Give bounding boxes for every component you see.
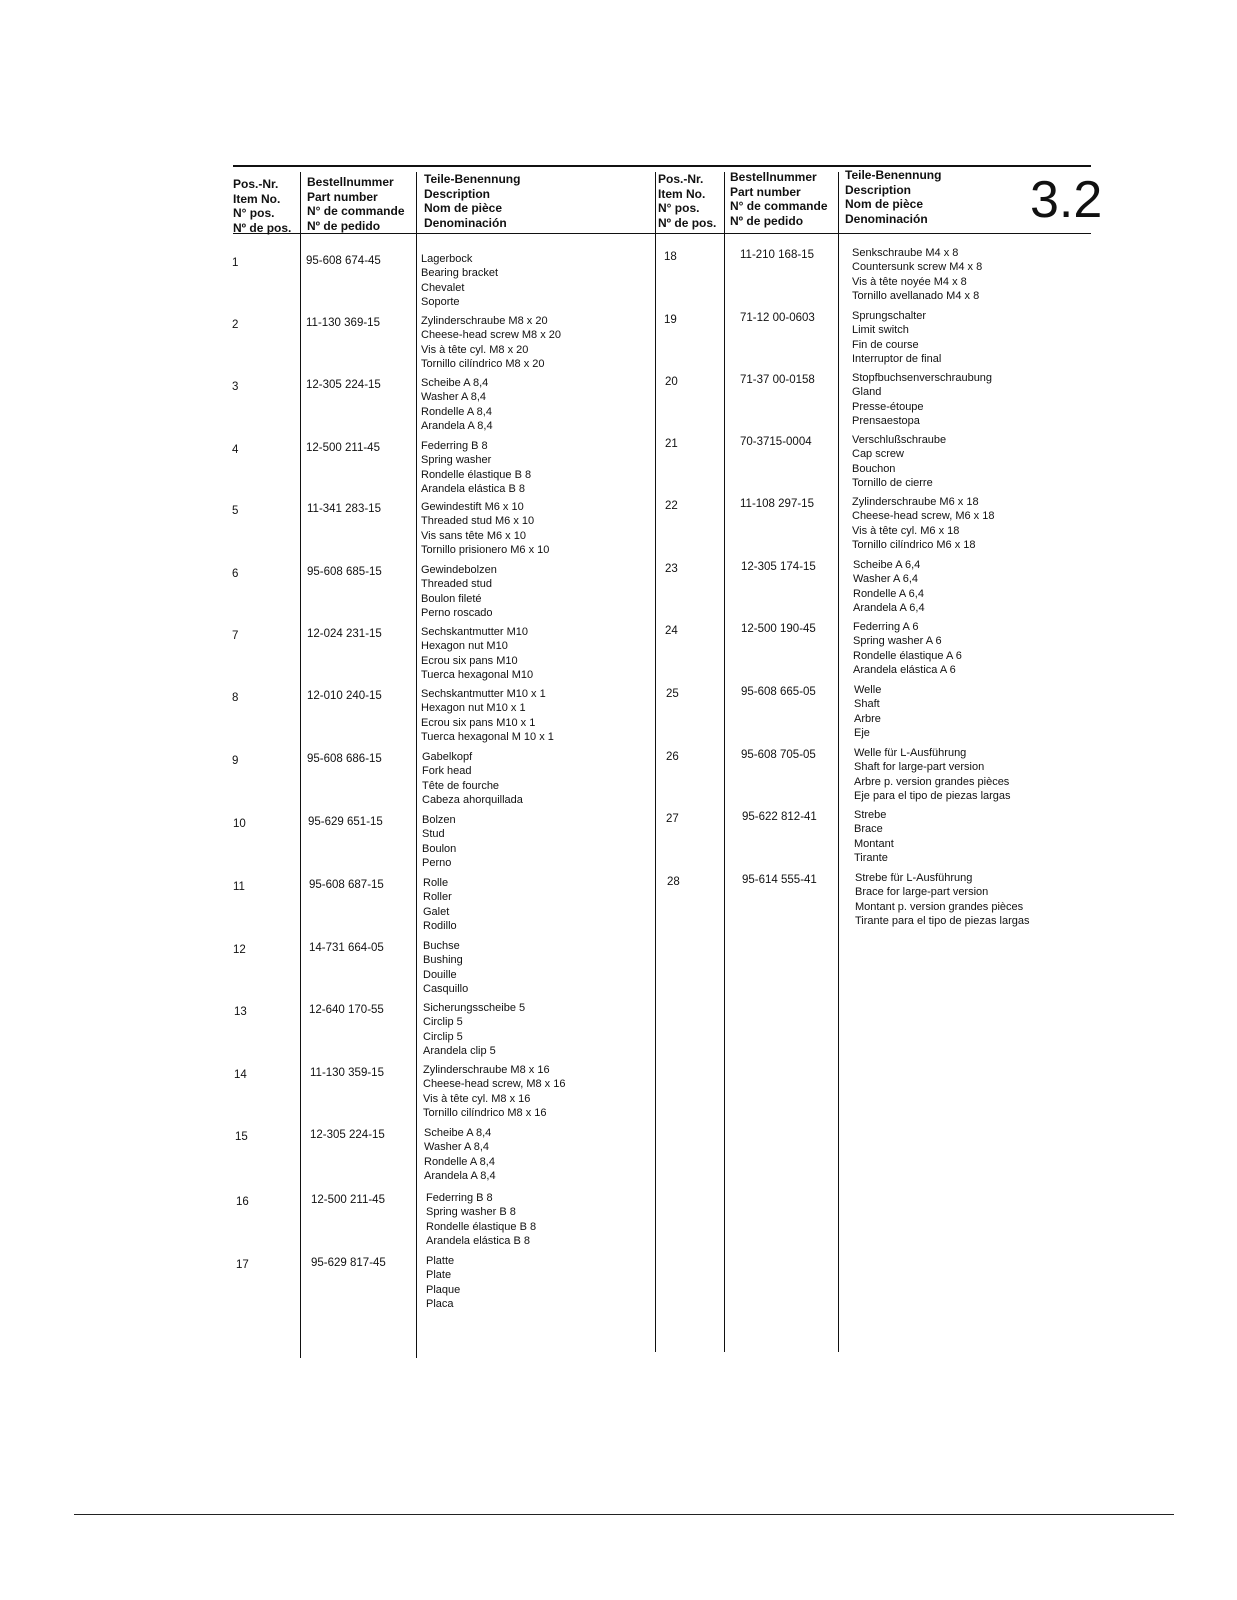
item-pos: 11 xyxy=(233,881,245,893)
item-part-number: 12-500 211-45 xyxy=(306,442,380,454)
item-part-number: 12-010 240-15 xyxy=(307,690,382,702)
item-pos: 12 xyxy=(233,944,246,956)
item-description: Gewindebolzen Threaded stud Boulon fileté Perno roscado xyxy=(421,564,497,620)
item-description: Buchse Bushing Douille Casquillo xyxy=(423,940,469,996)
item-pos: 8 xyxy=(232,692,239,704)
item-part-number: 12-305 174-15 xyxy=(741,561,816,573)
header-desc-right: Teile-Benennung Description Nom de pièce Denominación xyxy=(845,168,942,226)
item-pos: 28 xyxy=(667,876,680,888)
item-description: Strebe Brace Montant Tirante xyxy=(854,809,894,865)
item-description: Stopfbuchsenverschraubung Gland Presse-étoupe Prensaestopa xyxy=(852,372,993,428)
item-pos: 1 xyxy=(232,257,239,269)
item-part-number: 71-37 00-0158 xyxy=(740,374,815,386)
item-description: Scheibe A 8,4 Washer A 8,4 Rondelle A 8,4 Arandela A 8,4 xyxy=(424,1127,496,1183)
item-description: Platte Plate Plaque Placa xyxy=(426,1255,461,1311)
item-pos: 13 xyxy=(234,1006,247,1018)
item-pos: 21 xyxy=(665,438,678,450)
item-part-number: 11-108 297-15 xyxy=(740,498,814,510)
item-part-number: 71-12 00-0603 xyxy=(740,312,815,324)
item-description: Zylinderschraube M6 x 18 Cheese-head screw, M6 x 18 Vis à tête cyl. M6 x 18 Tornillo cilíndrico M6 x 18 xyxy=(852,496,995,552)
item-pos: 6 xyxy=(232,568,239,580)
column-divider xyxy=(838,172,839,1352)
item-part-number: 11-210 168-15 xyxy=(740,249,814,261)
item-pos: 20 xyxy=(665,376,678,388)
item-part-number: 95-629 651-15 xyxy=(308,816,383,828)
header-desc-left: Teile-Benennung Description Nom de pièce Denominación xyxy=(424,172,521,230)
item-part-number: 12-305 224-15 xyxy=(310,1129,385,1141)
item-description: Gabelkopf Fork head Tête de fourche Cabeza ahorquillada xyxy=(422,751,523,807)
item-part-number: 95-614 555-41 xyxy=(742,874,817,886)
item-description: Federring A 6 Spring washer A 6 Rondelle élastique A 6 Arandela elástica A 6 xyxy=(853,621,962,677)
column-divider xyxy=(300,172,301,1358)
item-part-number: 11-341 283-15 xyxy=(307,503,381,515)
item-description: Sicherungsscheibe 5 Circlip 5 Circlip 5 Arandela clip 5 xyxy=(423,1002,526,1058)
item-description: Lagerbock Bearing bracket Chevalet Soporte xyxy=(421,253,499,309)
header-part-right: Bestellnummer Part number N° de commande Nº de pedido xyxy=(730,170,828,228)
item-part-number: 95-608 687-15 xyxy=(309,879,384,891)
column-divider xyxy=(416,172,417,1358)
item-part-number: 70-3715-0004 xyxy=(740,436,812,448)
item-part-number: 12-500 190-45 xyxy=(741,623,816,635)
bottom-rule xyxy=(74,1514,1174,1515)
item-pos: 25 xyxy=(666,688,679,700)
item-pos: 3 xyxy=(232,381,239,393)
item-pos: 2 xyxy=(232,319,239,331)
item-pos: 4 xyxy=(232,444,239,456)
item-pos: 9 xyxy=(232,755,239,767)
item-description: Zylinderschraube M8 x 20 Cheese-head screw M8 x 20 Vis à tête cyl. M8 x 20 Tornillo cilíndrico M8 x 20 xyxy=(421,315,562,371)
item-description: Scheibe A 8,4 Washer A 8,4 Rondelle A 8,4 Arandela A 8,4 xyxy=(421,377,493,433)
item-pos: 7 xyxy=(232,630,239,642)
top-rule xyxy=(233,165,1091,167)
item-part-number: 95-608 686-15 xyxy=(307,753,382,765)
item-part-number: 12-305 224-15 xyxy=(306,379,381,391)
item-description: Zylinderschraube M8 x 16 Cheese-head screw, M8 x 16 Vis à tête cyl. M8 x 16 Tornillo cilíndrico M8 x 16 xyxy=(423,1064,566,1120)
item-description: Senkschraube M4 x 8 Countersunk screw M4 x 8 Vis à tête noyée M4 x 8 Tornillo avellanado M4 x 8 xyxy=(852,247,983,303)
item-description: Bolzen Stud Boulon Perno xyxy=(422,814,457,870)
item-pos: 5 xyxy=(232,505,239,517)
item-description: Scheibe A 6,4 Washer A 6,4 Rondelle A 6,4 Arandela A 6,4 xyxy=(853,559,925,615)
item-pos: 26 xyxy=(666,751,679,763)
header-pos-right: Pos.-Nr. Item No. N° pos. Nº de pos. xyxy=(658,172,717,230)
item-pos: 10 xyxy=(233,818,246,830)
item-part-number: 95-608 685-15 xyxy=(307,566,382,578)
item-pos: 22 xyxy=(665,500,678,512)
item-pos: 17 xyxy=(236,1259,249,1271)
item-pos: 23 xyxy=(665,563,678,575)
item-part-number: 12-024 231-15 xyxy=(307,628,382,640)
item-description: Verschlußschraube Cap screw Bouchon Tornillo de cierre xyxy=(852,434,947,490)
item-description: Sprungschalter Limit switch Fin de course Interruptor de final xyxy=(852,310,942,366)
item-description: Gewindestift M6 x 10 Threaded stud M6 x 10 Vis sans tête M6 x 10 Tornillo prisionero M6 x 10 xyxy=(421,501,550,557)
item-description: Federring B 8 Spring washer B 8 Rondelle élastique B 8 Arandela elástica B 8 xyxy=(426,1192,537,1248)
header-part-left: Bestellnummer Part number N° de commande Nº de pedido xyxy=(307,175,405,233)
header-rule xyxy=(233,233,1091,234)
item-part-number: 14-731 664-05 xyxy=(309,942,384,954)
item-pos: 24 xyxy=(665,625,678,637)
item-pos: 16 xyxy=(236,1196,249,1208)
section-number: 3.2 xyxy=(1030,171,1103,229)
item-description: Welle Shaft Arbre Eje xyxy=(854,684,882,740)
item-part-number: 12-500 211-45 xyxy=(311,1194,385,1206)
item-part-number: 95-608 705-05 xyxy=(741,749,816,761)
item-description: Sechskantmutter M10 x 1 Hexagon nut M10 x 1 Ecrou six pans M10 x 1 Tuerca hexagonal M 10 x 1 xyxy=(421,688,554,744)
item-description: Strebe für L-Ausführung Brace for large-part version Montant p. version grandes pièces Tirante para el tipo de piezas largas xyxy=(855,872,1030,928)
item-part-number: 11-130 369-15 xyxy=(306,317,380,329)
item-part-number: 95-608 674-45 xyxy=(306,255,381,267)
item-part-number: 95-608 665-05 xyxy=(741,686,816,698)
item-part-number: 12-640 170-55 xyxy=(309,1004,384,1016)
item-description: Rolle Roller Galet Rodillo xyxy=(423,877,457,933)
item-pos: 19 xyxy=(664,314,677,326)
item-description: Welle für L-Ausführung Shaft for large-part version Arbre p. version grandes pièces Eje para el tipo de piezas largas xyxy=(854,747,1011,803)
item-part-number: 95-622 812-41 xyxy=(742,811,817,823)
column-divider xyxy=(724,172,725,1352)
item-pos: 27 xyxy=(666,813,679,825)
item-part-number: 95-629 817-45 xyxy=(311,1257,386,1269)
item-part-number: 11-130 359-15 xyxy=(310,1067,384,1079)
item-pos: 14 xyxy=(234,1069,247,1081)
item-pos: 18 xyxy=(664,251,677,263)
column-divider xyxy=(655,172,656,1352)
header-pos-left: Pos.-Nr. Item No. N° pos. Nº de pos. xyxy=(233,177,292,235)
item-pos: 15 xyxy=(235,1131,248,1143)
item-description: Sechskantmutter M10 Hexagon nut M10 Ecrou six pans M10 Tuerca hexagonal M10 xyxy=(421,626,534,682)
item-description: Federring B 8 Spring washer Rondelle élastique B 8 Arandela elástica B 8 xyxy=(421,440,532,496)
